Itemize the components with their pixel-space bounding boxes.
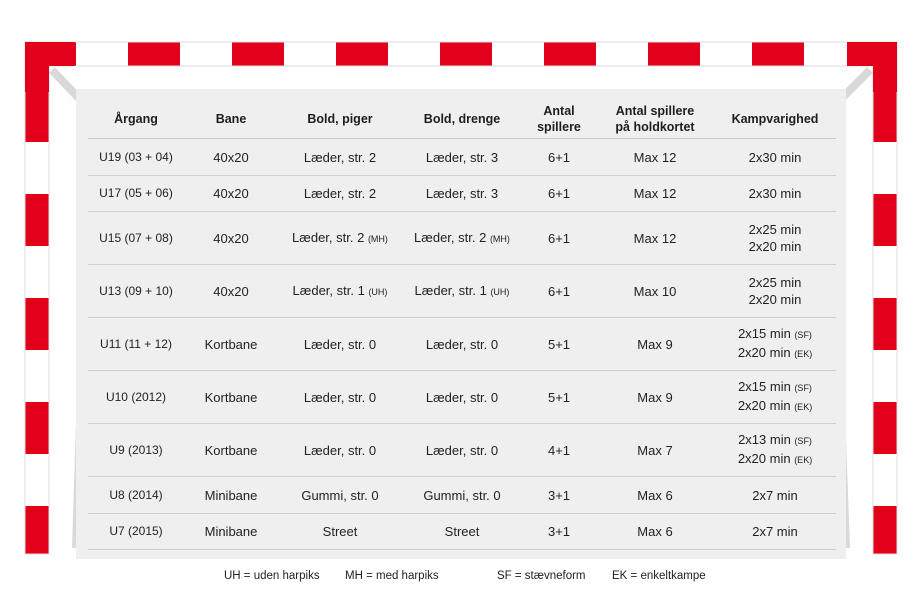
cell-bane: 40x20 bbox=[184, 265, 278, 318]
cell-kampvarighed bbox=[714, 477, 836, 514]
cell-text: 2x20 min bbox=[737, 451, 791, 466]
cell-text: 2x30 min bbox=[748, 149, 802, 165]
table-row bbox=[88, 139, 836, 176]
cell-antal: 6+1 bbox=[522, 176, 596, 212]
cell-text: 2x30 min bbox=[748, 186, 802, 201]
kampvarighed-line bbox=[714, 291, 836, 308]
cell-bane: Kortbane bbox=[184, 371, 278, 424]
header-bold-piger bbox=[278, 100, 402, 139]
cell-text: 2x20 min bbox=[748, 292, 802, 307]
cell-text: 2x25 min bbox=[748, 222, 802, 237]
kampvarighed-line bbox=[714, 523, 836, 540]
cell-bold-piger bbox=[278, 477, 402, 514]
cell-bane: 40x20 bbox=[184, 212, 278, 265]
cell-argang: U10 (2012) bbox=[88, 371, 184, 424]
header-text-line: Kampvarighed bbox=[731, 112, 819, 126]
header-text-line: Antal spillere bbox=[615, 104, 695, 118]
cell-text: Læder, str. 2 bbox=[292, 229, 365, 245]
kampvarighed-line bbox=[714, 450, 836, 469]
cell-bold-piger bbox=[278, 514, 402, 550]
cell-text: Læder, str. 0 bbox=[425, 389, 499, 405]
table-row bbox=[88, 212, 836, 265]
cell-antal: 5+1 bbox=[522, 371, 596, 424]
table-row bbox=[88, 265, 836, 318]
cell-argang: U13 (09 + 10) bbox=[88, 265, 184, 318]
kampvarighed-line bbox=[714, 397, 836, 416]
kampvarighed-line bbox=[714, 149, 836, 166]
cell-argang: U7 (2015) bbox=[88, 514, 184, 550]
cell-bold-drenge bbox=[402, 139, 522, 176]
kampvarighed-line bbox=[714, 238, 836, 255]
cell-text: Gummi, str. 0 bbox=[423, 487, 501, 503]
cell-text: 2x15 min bbox=[738, 379, 791, 394]
kampvarighed-line bbox=[714, 274, 836, 291]
header-text-line: Bold, piger bbox=[307, 112, 373, 126]
cell-text: 2x7 min bbox=[752, 487, 798, 503]
cell-antal: 3+1 bbox=[522, 477, 596, 514]
age-group-rules-table bbox=[88, 100, 836, 550]
legend-mh: MH = med harpiks bbox=[345, 570, 439, 582]
cell-text: Læder, str. 0 bbox=[425, 442, 499, 458]
cell-kampvarighed bbox=[714, 176, 836, 212]
cell-text: Læder, str. 3 bbox=[425, 186, 499, 201]
cell-abbrev: (EK) bbox=[794, 349, 813, 359]
cell-bold-piger bbox=[278, 371, 402, 424]
table-row bbox=[88, 514, 836, 550]
kampvarighed-line bbox=[714, 487, 836, 504]
cell-text: Læder, str. 0 bbox=[303, 442, 377, 458]
cell-bane: Kortbane bbox=[184, 424, 278, 477]
header-antal-spillere bbox=[522, 100, 596, 139]
legend-ek: EK = enkeltkampe bbox=[612, 570, 706, 582]
cell-abbrev: (SF) bbox=[794, 383, 812, 393]
header-bane bbox=[184, 100, 278, 139]
cell-holdkort: Max 12 bbox=[596, 176, 714, 212]
cell-bold-drenge bbox=[402, 477, 522, 514]
table-header-row bbox=[88, 100, 836, 139]
cell-bold-drenge bbox=[402, 212, 522, 265]
cell-bold-drenge bbox=[402, 265, 522, 318]
header-text-line: Antal bbox=[543, 104, 575, 118]
cell-kampvarighed bbox=[714, 424, 836, 477]
cell-holdkort: Max 9 bbox=[596, 318, 714, 371]
cell-abbrev: (EK) bbox=[794, 402, 813, 412]
cell-argang: U8 (2014) bbox=[88, 477, 184, 514]
cell-text: Læder, str. 3 bbox=[425, 149, 499, 165]
header-text-line: Bold, drenge bbox=[423, 112, 501, 126]
cell-text: Street bbox=[444, 524, 480, 539]
cell-text: 2x25 min bbox=[748, 275, 802, 290]
cell-bold-drenge bbox=[402, 371, 522, 424]
cell-text: Læder, str. 1 bbox=[292, 282, 365, 298]
cell-text: Læder, str. 0 bbox=[303, 389, 377, 405]
cell-bold-piger bbox=[278, 212, 402, 265]
legend-sf: SF = stævneform bbox=[497, 570, 586, 582]
cell-abbrev: (EK) bbox=[794, 455, 813, 465]
cell-holdkort: Max 6 bbox=[596, 477, 714, 514]
kampvarighed-line bbox=[714, 431, 836, 450]
kampvarighed-line bbox=[714, 221, 836, 238]
cell-bold-drenge bbox=[402, 318, 522, 371]
cell-bold-drenge bbox=[402, 514, 522, 550]
kampvarighed-line bbox=[714, 344, 836, 363]
cell-bane: Kortbane bbox=[184, 318, 278, 371]
cell-kampvarighed bbox=[714, 371, 836, 424]
table-row bbox=[88, 424, 836, 477]
cell-text: 2x15 min bbox=[738, 326, 791, 341]
cell-holdkort: Max 12 bbox=[596, 139, 714, 176]
cell-text: 2x20 min bbox=[737, 345, 791, 360]
header-text-line: spillere bbox=[537, 120, 581, 134]
cell-abbrev: (SF) bbox=[794, 330, 812, 340]
kampvarighed-line bbox=[714, 185, 836, 202]
cell-argang: U17 (05 + 06) bbox=[88, 176, 184, 212]
kampvarighed-line bbox=[714, 325, 836, 344]
table-row bbox=[88, 176, 836, 212]
header-bold-drenge bbox=[402, 100, 522, 139]
cell-antal: 6+1 bbox=[522, 139, 596, 176]
cell-argang: U9 (2013) bbox=[88, 424, 184, 477]
cell-bold-piger bbox=[278, 318, 402, 371]
header-text-line: på holdkortet bbox=[615, 120, 695, 134]
header-holdkort bbox=[596, 100, 714, 139]
cell-antal: 4+1 bbox=[522, 424, 596, 477]
cell-holdkort: Max 12 bbox=[596, 212, 714, 265]
header-text-line: Bane bbox=[215, 112, 247, 126]
cell-text: Læder, str. 0 bbox=[425, 336, 499, 352]
cell-antal: 3+1 bbox=[522, 514, 596, 550]
cell-antal: 5+1 bbox=[522, 318, 596, 371]
cell-abbrev: (MH) bbox=[367, 233, 388, 244]
cell-bane: Minibane bbox=[184, 514, 278, 550]
cell-holdkort: Max 6 bbox=[596, 514, 714, 550]
cell-bold-piger bbox=[278, 265, 402, 318]
cell-text: Læder, str. 2 bbox=[303, 149, 377, 165]
cell-text: 2x20 min bbox=[737, 398, 791, 413]
cell-text: 2x13 min bbox=[738, 432, 791, 447]
kampvarighed-line bbox=[714, 378, 836, 397]
table-row bbox=[88, 318, 836, 371]
cell-abbrev: (MH) bbox=[489, 233, 510, 244]
cell-kampvarighed bbox=[714, 514, 836, 550]
cell-argang: U19 (03 + 04) bbox=[88, 139, 184, 176]
cell-bane: Minibane bbox=[184, 477, 278, 514]
cell-text: Læder, str. 1 bbox=[414, 282, 487, 298]
cell-antal: 6+1 bbox=[522, 265, 596, 318]
cell-kampvarighed bbox=[714, 265, 836, 318]
cell-text: Læder, str. 0 bbox=[303, 336, 377, 352]
cell-text: Street bbox=[322, 524, 358, 539]
legend bbox=[0, 570, 917, 588]
cell-text: Læder, str. 2 bbox=[303, 186, 377, 201]
header-text-line: Årgang bbox=[114, 112, 158, 126]
cell-abbrev: (UH) bbox=[368, 286, 388, 297]
cell-holdkort: Max 10 bbox=[596, 265, 714, 318]
legend-uh: UH = uden harpiks bbox=[224, 570, 320, 582]
header-argang bbox=[88, 100, 184, 139]
cell-kampvarighed bbox=[714, 318, 836, 371]
cell-bold-piger bbox=[278, 139, 402, 176]
cell-bold-piger bbox=[278, 176, 402, 212]
header-kampvarighed bbox=[714, 100, 836, 139]
cell-holdkort: Max 9 bbox=[596, 371, 714, 424]
cell-text: Læder, str. 2 bbox=[414, 229, 487, 245]
cell-abbrev: (UH) bbox=[490, 286, 510, 297]
cell-bold-drenge bbox=[402, 424, 522, 477]
cell-text: 2x7 min bbox=[752, 524, 798, 539]
cell-holdkort: Max 7 bbox=[596, 424, 714, 477]
cell-argang: U11 (11 + 12) bbox=[88, 318, 184, 371]
table-row bbox=[88, 477, 836, 514]
cell-bane: 40x20 bbox=[184, 176, 278, 212]
cell-bane: 40x20 bbox=[184, 139, 278, 176]
cell-argang: U15 (07 + 08) bbox=[88, 212, 184, 265]
cell-antal: 6+1 bbox=[522, 212, 596, 265]
table-row bbox=[88, 371, 836, 424]
cell-bold-piger bbox=[278, 424, 402, 477]
cell-kampvarighed bbox=[714, 212, 836, 265]
cell-bold-drenge bbox=[402, 176, 522, 212]
cell-text: Gummi, str. 0 bbox=[301, 487, 379, 503]
cell-text: 2x20 min bbox=[748, 239, 802, 254]
cell-kampvarighed bbox=[714, 139, 836, 176]
cell-abbrev: (SF) bbox=[794, 436, 812, 446]
